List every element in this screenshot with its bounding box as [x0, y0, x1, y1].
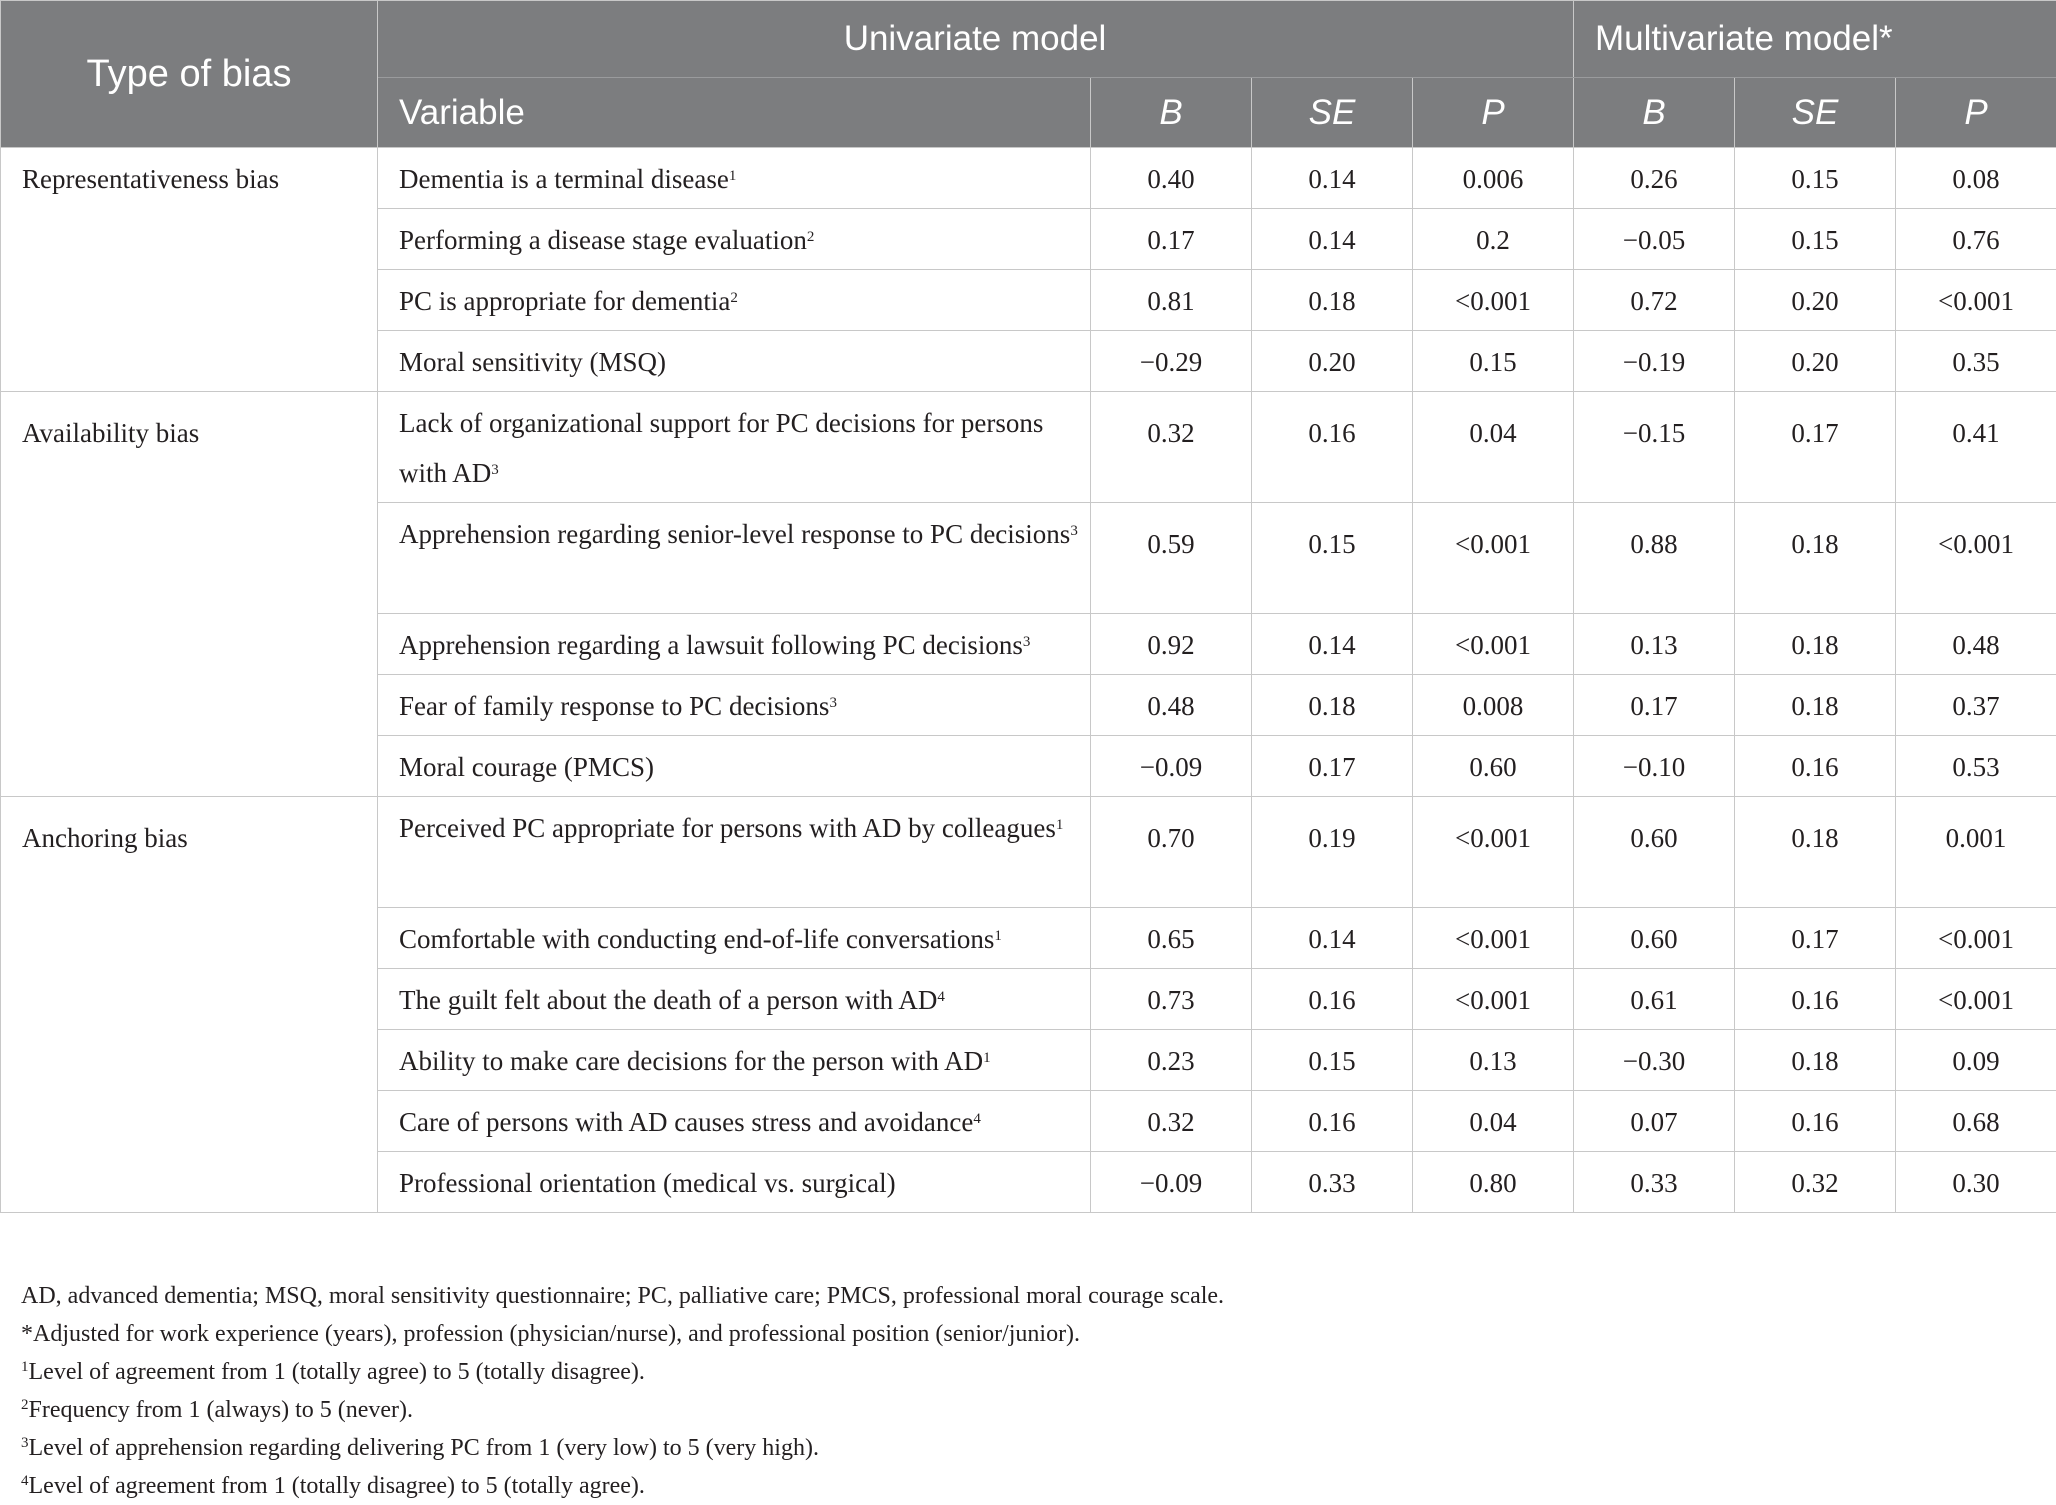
multivariate-b-cell: 0.33	[1574, 1152, 1735, 1213]
multivariate-b-cell: 0.07	[1574, 1091, 1735, 1152]
header-type-of-bias: Type of bias	[1, 1, 378, 148]
univariate-b-cell: −0.29	[1091, 331, 1252, 392]
univariate-se-cell: 0.14	[1252, 148, 1413, 209]
univariate-se-cell: 0.15	[1252, 503, 1413, 614]
multivariate-b-cell: 0.72	[1574, 270, 1735, 331]
univariate-b-cell: 0.32	[1091, 392, 1252, 503]
footnote-3	[21, 1429, 1224, 1467]
table-row	[1, 392, 2056, 503]
univariate-b-cell: 0.81	[1091, 270, 1252, 331]
multivariate-b-cell: −0.05	[1574, 209, 1735, 270]
multivariate-p-cell: 0.53	[1896, 736, 2056, 797]
variable-text: Professional orientation (medical vs. surgical)	[399, 1168, 896, 1198]
multivariate-p-cell: 0.08	[1896, 148, 2056, 209]
variable-cell	[378, 148, 1091, 209]
footnote-adjustment: *Adjusted for work experience (years), profession (physician/nurse), and professional position (senior/junior).	[21, 1321, 1081, 1347]
multivariate-p-cell: 0.48	[1896, 614, 2056, 675]
univariate-b-cell: 0.32	[1091, 1091, 1252, 1152]
footnote-2-text: Frequency from 1 (always) to 5 (never).	[28, 1397, 414, 1423]
multivariate-se-cell: 0.16	[1735, 736, 1896, 797]
univariate-se-cell: 0.16	[1252, 969, 1413, 1030]
multivariate-p-cell: 0.09	[1896, 1030, 2056, 1091]
univariate-p-cell: 0.04	[1413, 1091, 1574, 1152]
variable-text: Lack of organizational support for PC decisions for persons with AD	[399, 408, 1044, 488]
variable-text: Apprehension regarding senior-level response to PC decisions	[399, 519, 1071, 549]
univariate-se-cell: 0.20	[1252, 331, 1413, 392]
header-multivariate-model: Multivariate model*	[1574, 1, 2056, 78]
multivariate-b-cell: 0.88	[1574, 503, 1735, 614]
univariate-p-cell: 0.2	[1413, 209, 1574, 270]
univariate-b-cell: −0.09	[1091, 1152, 1252, 1213]
variable-cell	[378, 503, 1091, 614]
footnote-marker: 3	[1070, 523, 1078, 539]
multivariate-se-cell: 0.17	[1735, 908, 1896, 969]
univariate-p-cell: 0.13	[1413, 1030, 1574, 1091]
multivariate-p-cell: 0.68	[1896, 1091, 2056, 1152]
table-row	[1, 148, 2056, 209]
multivariate-se-cell: 0.16	[1735, 1091, 1896, 1152]
univariate-b-cell: 0.17	[1091, 209, 1252, 270]
univariate-se-cell: 0.17	[1252, 736, 1413, 797]
variable-text: The guilt felt about the death of a person with AD	[399, 985, 938, 1015]
multivariate-b-cell: −0.19	[1574, 331, 1735, 392]
table-body	[1, 148, 2056, 1213]
multivariate-b-cell: 0.61	[1574, 969, 1735, 1030]
footnote-3-text: Level of apprehension regarding delivering PC from 1 (very low) to 5 (very high).	[28, 1435, 819, 1461]
footnote-marker: 3	[491, 462, 499, 478]
multivariate-p-cell: 0.35	[1896, 331, 2056, 392]
variable-text: PC is appropriate for dementia	[399, 286, 731, 316]
variable-cell	[378, 1091, 1091, 1152]
multivariate-p-cell: <0.001	[1896, 969, 2056, 1030]
univariate-se-cell: 0.16	[1252, 1091, 1413, 1152]
univariate-p-cell: 0.04	[1413, 392, 1574, 503]
univariate-se-cell: 0.18	[1252, 675, 1413, 736]
variable-text: Care of persons with AD causes stress and avoidance	[399, 1107, 974, 1137]
variable-cell	[378, 331, 1091, 392]
univariate-p-cell: <0.001	[1413, 908, 1574, 969]
univariate-se-cell: 0.18	[1252, 270, 1413, 331]
univariate-p-cell: 0.15	[1413, 331, 1574, 392]
univariate-se-cell: 0.33	[1252, 1152, 1413, 1213]
multivariate-p-cell: 0.001	[1896, 797, 2056, 908]
multivariate-se-cell: 0.16	[1735, 969, 1896, 1030]
multivariate-b-cell: 0.26	[1574, 148, 1735, 209]
header-multivariate-se: SE	[1735, 78, 1896, 148]
univariate-p-cell: 0.80	[1413, 1152, 1574, 1213]
footnote-3-mark: 3	[21, 1435, 29, 1451]
header-univariate-se: SE	[1252, 78, 1413, 148]
footnote-marker: 4	[937, 989, 945, 1005]
univariate-se-cell: 0.14	[1252, 908, 1413, 969]
header-multivariate-b: B	[1574, 78, 1735, 148]
multivariate-p-cell: 0.41	[1896, 392, 2056, 503]
multivariate-se-cell: 0.17	[1735, 392, 1896, 503]
univariate-p-cell: <0.001	[1413, 270, 1574, 331]
footnote-marker: 1	[983, 1050, 991, 1066]
multivariate-b-cell: −0.10	[1574, 736, 1735, 797]
univariate-b-cell: 0.92	[1091, 614, 1252, 675]
variable-cell	[378, 969, 1091, 1030]
bias-type-cell: Anchoring bias	[1, 797, 378, 1213]
univariate-se-cell: 0.15	[1252, 1030, 1413, 1091]
multivariate-se-cell: 0.15	[1735, 148, 1896, 209]
univariate-b-cell: 0.65	[1091, 908, 1252, 969]
variable-text: Perceived PC appropriate for persons with AD by colleagues	[399, 813, 1056, 843]
univariate-p-cell: <0.001	[1413, 969, 1574, 1030]
multivariate-p-cell: <0.001	[1896, 908, 2056, 969]
multivariate-se-cell: 0.18	[1735, 1030, 1896, 1091]
multivariate-se-cell: 0.18	[1735, 614, 1896, 675]
multivariate-b-cell: −0.15	[1574, 392, 1735, 503]
multivariate-se-cell: 0.18	[1735, 503, 1896, 614]
footnote-marker: 4	[973, 1111, 981, 1127]
univariate-p-cell: 0.008	[1413, 675, 1574, 736]
footnote-abbreviations: AD, advanced dementia; MSQ, moral sensitivity questionnaire; PC, palliative care; PMCS, professional moral courage scale.	[21, 1283, 1225, 1309]
footnote-4-mark: 4	[21, 1473, 29, 1489]
footnote-marker: 3	[829, 695, 837, 711]
multivariate-p-cell: 0.37	[1896, 675, 2056, 736]
variable-text: Moral sensitivity (MSQ)	[399, 347, 666, 377]
multivariate-se-cell: 0.18	[1735, 675, 1896, 736]
variable-cell	[378, 270, 1091, 331]
footnote-1-text: Level of agreement from 1 (totally agree) to 5 (totally disagree).	[28, 1359, 645, 1385]
footnote-marker: 2	[806, 229, 815, 245]
footnote-1	[21, 1353, 1224, 1391]
multivariate-se-cell: 0.20	[1735, 270, 1896, 331]
bias-type-cell: Representativeness bias	[1, 148, 378, 392]
univariate-p-cell: 0.006	[1413, 148, 1574, 209]
variable-cell	[378, 797, 1091, 908]
multivariate-p-cell: <0.001	[1896, 503, 2056, 614]
multivariate-se-cell: 0.20	[1735, 331, 1896, 392]
univariate-p-cell: <0.001	[1413, 614, 1574, 675]
multivariate-b-cell: 0.60	[1574, 797, 1735, 908]
multivariate-b-cell: 0.60	[1574, 908, 1735, 969]
univariate-p-cell: 0.60	[1413, 736, 1574, 797]
variable-text: Moral courage (PMCS)	[399, 752, 654, 782]
multivariate-b-cell: 0.13	[1574, 614, 1735, 675]
variable-cell	[378, 392, 1091, 503]
table-header	[1, 1, 2056, 148]
multivariate-b-cell: −0.30	[1574, 1030, 1735, 1091]
header-univariate-model: Univariate model	[378, 1, 1574, 78]
table-row	[1, 797, 2056, 908]
variable-text: Fear of family response to PC decisions	[399, 691, 830, 721]
footnote-marker: 3	[1022, 634, 1031, 650]
multivariate-p-cell: 0.30	[1896, 1152, 2056, 1213]
multivariate-se-cell: 0.15	[1735, 209, 1896, 270]
univariate-b-cell: 0.73	[1091, 969, 1252, 1030]
multivariate-b-cell: 0.17	[1574, 675, 1735, 736]
univariate-b-cell: 0.48	[1091, 675, 1252, 736]
univariate-b-cell: 0.23	[1091, 1030, 1252, 1091]
variable-cell	[378, 1152, 1091, 1213]
footnote-2-mark: 2	[21, 1397, 29, 1413]
variable-text: Comfortable with conducting end-of-life conversations	[399, 924, 995, 954]
footnote-marker: 1	[728, 168, 737, 184]
footnote-marker: 1	[1055, 817, 1064, 833]
multivariate-p-cell: <0.001	[1896, 270, 2056, 331]
footnote-marker: 2	[730, 290, 738, 306]
table-footnotes	[21, 1277, 1224, 1505]
univariate-se-cell: 0.19	[1252, 797, 1413, 908]
univariate-b-cell: 0.40	[1091, 148, 1252, 209]
variable-text: Performing a disease stage evaluation	[399, 225, 807, 255]
univariate-p-cell: <0.001	[1413, 503, 1574, 614]
header-variable: Variable	[378, 78, 1091, 148]
multivariate-p-cell: 0.76	[1896, 209, 2056, 270]
univariate-se-cell: 0.16	[1252, 392, 1413, 503]
variable-cell	[378, 908, 1091, 969]
variable-text: Dementia is a terminal disease	[399, 164, 729, 194]
variable-cell	[378, 1030, 1091, 1091]
variable-text: Ability to make care decisions for the person with AD	[399, 1046, 984, 1076]
variable-text: Apprehension regarding a lawsuit following PC decisions	[399, 630, 1023, 660]
multivariate-se-cell: 0.18	[1735, 797, 1896, 908]
footnote-4-text: Level of agreement from 1 (totally disagree) to 5 (totally agree).	[28, 1473, 645, 1499]
footnote-2	[21, 1391, 1224, 1429]
footnote-marker: 1	[994, 928, 1002, 944]
footnote-4	[21, 1467, 1224, 1505]
variable-cell	[378, 614, 1091, 675]
header-univariate-b: B	[1091, 78, 1252, 148]
univariate-se-cell: 0.14	[1252, 614, 1413, 675]
variable-cell	[378, 675, 1091, 736]
univariate-b-cell: 0.70	[1091, 797, 1252, 908]
header-univariate-p: P	[1413, 78, 1574, 148]
univariate-p-cell: <0.001	[1413, 797, 1574, 908]
header-multivariate-p: P	[1896, 78, 2056, 148]
univariate-se-cell: 0.14	[1252, 209, 1413, 270]
multivariate-se-cell: 0.32	[1735, 1152, 1896, 1213]
univariate-b-cell: 0.59	[1091, 503, 1252, 614]
univariate-b-cell: −0.09	[1091, 736, 1252, 797]
footnote-1-mark: 1	[21, 1359, 29, 1375]
bias-type-cell: Availability bias	[1, 392, 378, 797]
variable-cell	[378, 736, 1091, 797]
variable-cell	[378, 209, 1091, 270]
